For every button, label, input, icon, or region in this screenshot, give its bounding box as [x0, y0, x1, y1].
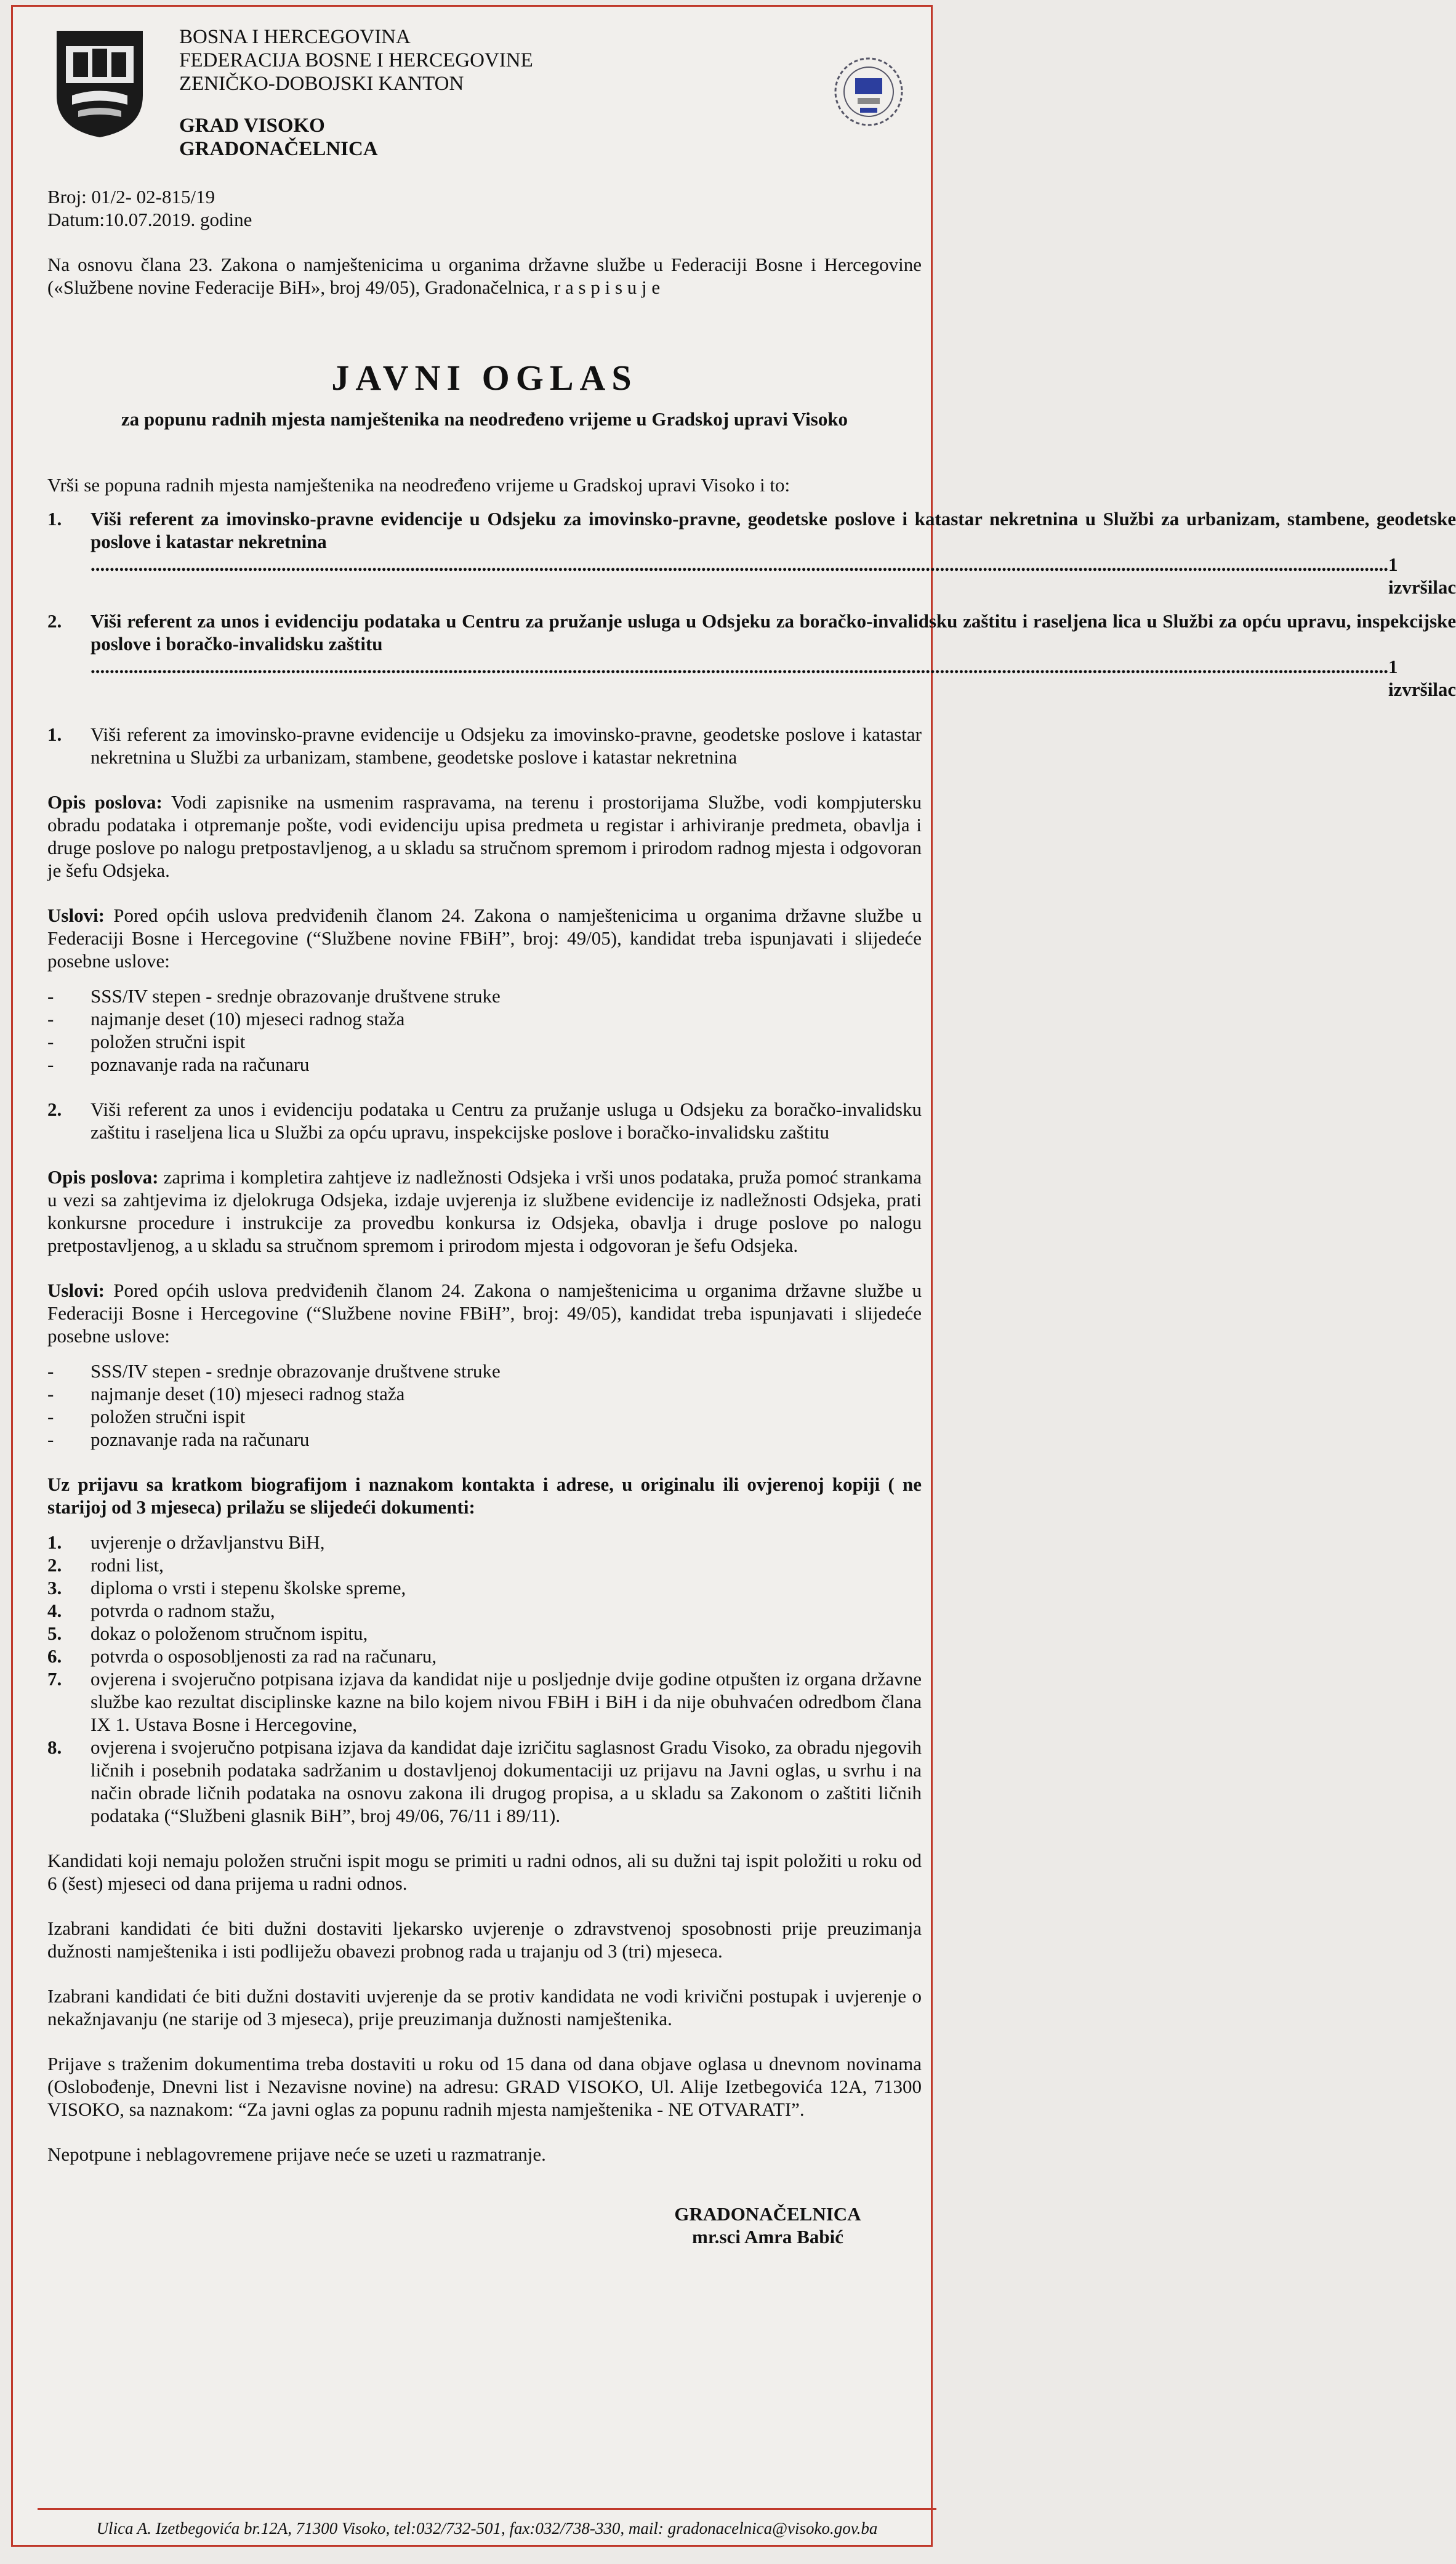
reference-block: [47, 185, 922, 231]
list-item: 8. ovjerena i svojeručno potpisana izjava da kandidat daje izričitu saglasnost Gradu Visoko, za obradu njegovih ličnih i posebnih podataka sadržanim u dostavljenoj dokumentaciji uz prijavu na Javni oglas, u svrhu i na način obrade ličnih podataka na osnovu zakona ili drugog propisa, a u skladu sa Zakonom o zaštiti ličnih podataka (“Službeni glasnik BiH”, broj 49/06, 76/11 i 89/11).: [47, 1736, 922, 1826]
list-item: - najmanje deset (10) mjeseci radnog staža: [47, 1008, 405, 1030]
list-item: - položen stručni ispit: [47, 1406, 246, 1427]
documents-list: [47, 1531, 922, 1827]
header-office: GRADONAČELNICA: [179, 138, 378, 160]
summary-count: 1 izvršilac: [1388, 554, 1456, 598]
list-item: 4. potvrda o radnom stažu,: [47, 1600, 275, 1621]
list-item: - SSS/IV stepen - srednje obrazovanje društvene struke: [47, 985, 501, 1007]
reference-date: Datum:10.07.2019. godine: [47, 209, 252, 230]
exam-paragraph: Kandidati koji nemaju položen stručni ispit mogu se primiti u radni odnos, ali su dužni taj ispit položiti u roku od 6 (šest) mjeseci od dana prijema u radni odnos.: [47, 1850, 922, 1894]
summary-title: Viši referent za imovinsko-pravne evidencije u Odsjeku za imovinsko-pravne, geodetske poslove i katastar nekretnina u Službi za urbanizam, stambene, geodetske poslove i katastar nekretnina: [90, 508, 1456, 552]
notice-subtitle: za popunu radnih mjesta namještenika na neodređeno vrijeme u Gradskoj upravi Visoko: [121, 408, 848, 430]
submission-paragraph: Prijave s traženim dokumentima treba dostaviti u roku od 15 dana od dana objave oglasa u dnevnom novinama (Oslobođenje, Dnevni list i Nezavisne novine) na adresu: GRAD VISOKO, Ul. Alije Izetbegovića 12A, 71300 VISOKO, sa naznakom: “Za javni oglas za popunu radnih mjesta namještenika - NE OTVARATI”.: [47, 2053, 922, 2120]
footer-contact: Ulica A. Izetbegovića br.12A, 71300 Visoko, tel:032/732-501, fax:032/738-330, mail: gradonacelnica@visoko.gov.ba: [38, 2508, 936, 2547]
summary-number: 2.: [47, 610, 62, 632]
header-country: BOSNA I HERCEGOVINA: [179, 26, 411, 48]
criminal-record-paragraph: Izabrani kandidati će biti dužni dostaviti uvjerenje da se protiv kandidata ne vodi krivični postupak i uvjerenje o nekažnjavanju (ne starije od 3 mjeseca), prije preuzimanja dužnosti namještenika.: [47, 1985, 922, 2030]
positions-summary: [47, 507, 1456, 701]
list-item: - SSS/IV stepen - srednje obrazovanje društvene struke: [47, 1360, 501, 1382]
position-2-description: Opis poslova: zaprima i kompletira zahtjeve iz nadležnosti Odsjeka i vrši unos podataka, pruža pomoć strankama u vezi sa zahtjevima iz djelokruga Odsjeka, izdaje uvjerenja iz službene evidencije iz nadležnosti Odsjeka, prati konkursne procedure i instrukcije za provedbu konkursa iz Odsjeka, obavlja i druge poslove po nalogu pretpostavljenog, a u skladu sa stručnom spremom i prirodom mjesta i odgovoran je šefu Odsjeka.: [47, 1166, 922, 1256]
summary-count: 1 izvršilac: [1388, 656, 1456, 700]
position-1-conditions: Uslovi: Pored općih uslova predviđenih članom 24. Zakona o namještenicima u organima državne službe u Federaciji Bosne i Hercegovine (“Službene novine FBiH”, broj: 49/05), kandidat treba ispunjavati i slijedeće posebne uslove:: [47, 905, 922, 972]
certification-seal-icon: [832, 55, 906, 129]
coat-of-arms-icon: [54, 28, 146, 139]
letterhead-text: [179, 25, 533, 161]
position-2-heading: 2. Viši referent za unos i evidenciju podataka u Centru za pružanje usluga u Odsjeku za boračko-invalidsku zaštitu i raseljena lica u Službi za opću upravu, inspekcijske poslove i boračko-invalidsku zaštitu: [47, 1099, 922, 1143]
notice-title: JAVNI OGLAS: [331, 358, 638, 398]
list-item: 7. ovjerena i svojeručno potpisana izjava da kandidat nije u posljednje dvije godine otpušten iz organa državne službe kao rezultat disciplinske kazne na bilo kojem nivou FBiH i BiH i da nije obuhvaćen odredbom člana IX 1. Ustava Bosne i Hercegovine,: [47, 1668, 922, 1735]
list-item: 3. diploma o vrsti i stepenu školske spreme,: [47, 1577, 406, 1598]
medical-paragraph: Izabrani kandidati će biti dužni dostaviti ljekarsko uvjerenje o zdravstvenoj sposobnosti prije preuzimanja dužnosti namještenika i isti podliježu obavezi probnog rada u trajanju od 3 (tri) mjeseca.: [47, 1917, 922, 1962]
position-2-requirements: [47, 1360, 922, 1451]
position-1-heading: 1. Viši referent za imovinsko-pravne evidencije u Odsjeku za imovinsko-pravne, geodetske poslove i katastar nekretnina u Službi za urbanizam, stambene, geodetske poslove i katastar nekretnina: [47, 724, 922, 768]
list-item: 2. rodni list,: [47, 1554, 164, 1576]
list-item: - položen stručni ispit: [47, 1031, 246, 1052]
list-item: - poznavanje rada na računaru: [47, 1429, 310, 1450]
list-item: - poznavanje rada na računaru: [47, 1054, 310, 1075]
position-title: Viši referent za imovinsko-pravne evidencije u Odsjeku za imovinsko-pravne, geodetske poslove i katastar nekretnina u Službi za urbanizam, stambene, geodetske poslove i katastar nekretnina: [90, 724, 922, 768]
position-1-description: Opis poslova: Vodi zapisnike na usmenim raspravama, na terenu i prostorijama Službe, vodi kompjutersku obradu podataka i otpremanje pošte, vodi evidenciju upisa predmeta u registar i arhiviranje predmeta, obavlja i druge poslove po nalogu pretpostavljenog, a u skladu sa stručnom spremom i prirodom radnog mjesta i odgovoran je šefu Odsjeka.: [47, 791, 922, 881]
list-item: 5. dokaz o položenom stručnom ispitu,: [47, 1623, 368, 1644]
notice-body: [47, 185, 1456, 2248]
reference-number: Broj: 01/2- 02-815/19: [47, 186, 215, 208]
position-title: Viši referent za unos i evidenciju podataka u Centru za pružanje usluga u Odsjeku za boračko-invalidsku zaštitu i raseljena lica u Službi za opću upravu, inspekcijske poslove i boračko-invalidsku zaštitu: [90, 1099, 922, 1143]
list-item: 6. potvrda o osposobljenosti za rad na računaru,: [47, 1645, 437, 1667]
intro-paragraph: Na osnovu člana 23. Zakona o namještenicima u organima državne službe u Federaciji Bosne i Hercegovine («Službene novine Federacije BiH», broj 49/05), Gradonačelnica, r a s p i s u j e: [47, 254, 922, 298]
signature-block: [47, 2203, 922, 2248]
header-canton: ZENIČKO-DOBOJSKI KANTON: [179, 73, 464, 95]
list-item: 1. uvjerenje o državljanstvu BiH,: [47, 1531, 325, 1553]
summary-item: [47, 507, 1456, 599]
dot-leader: ................................................................................................................................................................................................................................................................................: [90, 554, 1388, 575]
signature-role: GRADONAČELNICA: [674, 2203, 861, 2225]
signature-name: mr.sci Amra Babić: [692, 2226, 843, 2248]
position-1-requirements: [47, 985, 922, 1076]
notice-frame: [11, 5, 1456, 2547]
lead-paragraph: Vrši se popuna radnih mjesta namještenika na neodređeno vrijeme u Gradskoj upravi Visoko i to:: [47, 474, 790, 496]
header-city: GRAD VISOKO: [179, 115, 325, 137]
letterhead: [38, 18, 924, 160]
incomplete-paragraph: Nepotpune i neblagovremene prijave neće se uzeti u razmatranje.: [47, 2143, 546, 2165]
header-federation: FEDERACIJA BOSNE I HERCEGOVINE: [179, 49, 533, 71]
documents-intro: Uz prijavu sa kratkom biografijom i naznakom kontakta i adrese, u originalu ili ovjerenoj kopiji ( ne starijoj od 3 mjeseca) prilažu se slijedeći dokumenti:: [47, 1473, 922, 1518]
summary-item: [47, 610, 1456, 701]
position-2-conditions: Uslovi: Pored općih uslova predviđenih članom 24. Zakona o namještenicima u organima državne službe u Federaciji Bosne i Hercegovine (“Službene novine FBiH”, broj: 49/05), kandidat treba ispunjavati i slijedeće posebne uslove:: [47, 1280, 922, 1347]
summary-number: 1.: [47, 508, 62, 530]
dot-leader: ................................................................................................................................................................................................................................................................................: [90, 656, 1388, 677]
summary-title: Viši referent za unos i evidenciju podataka u Centru za pružanje usluga u Odsjeku za boračko-invalidsku zaštitu i raseljena lica u Službi za opću upravu, inspekcijske poslove i boračko-invalidsku zaštitu: [90, 610, 1456, 655]
list-item: - najmanje deset (10) mjeseci radnog staža: [47, 1383, 405, 1405]
